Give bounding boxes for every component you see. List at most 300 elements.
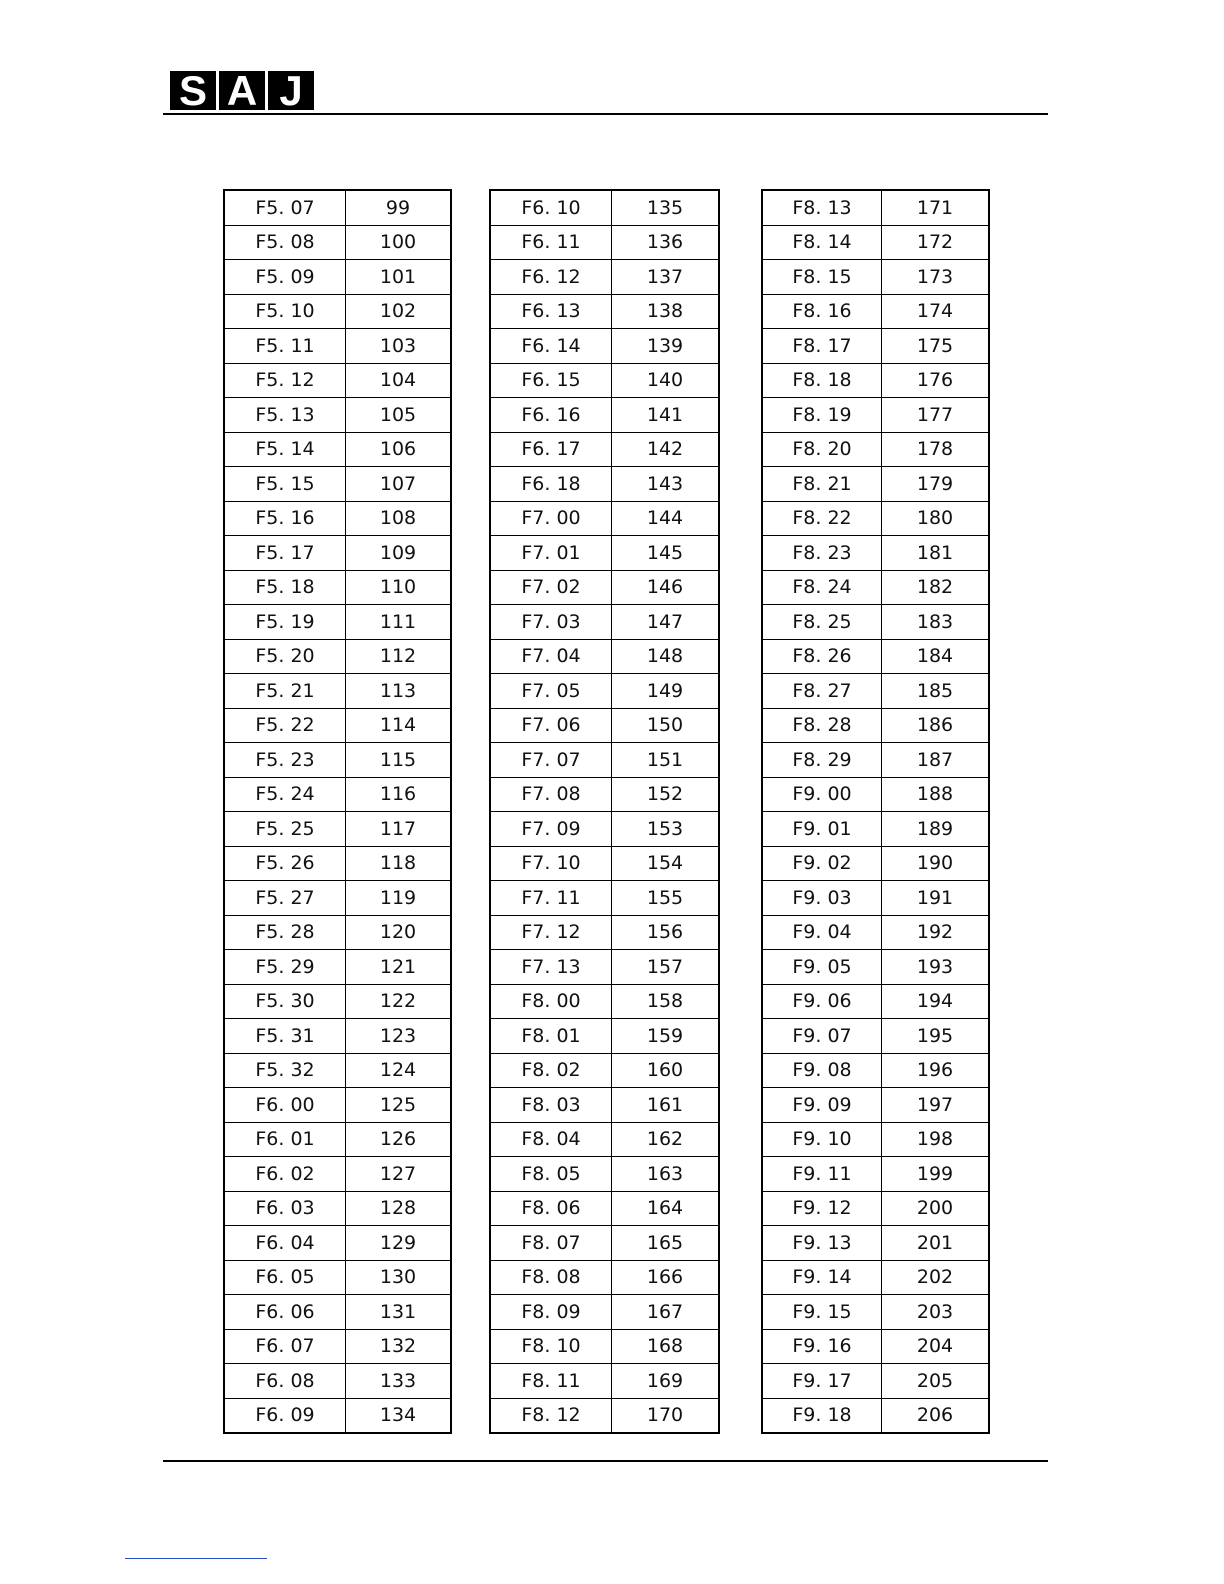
- parameter-number-cell: 115: [346, 743, 452, 778]
- parameter-code-cell: F8. 09: [490, 1295, 612, 1330]
- parameter-code-cell: F5. 27: [224, 881, 346, 916]
- parameter-code-cell: F8. 25: [762, 605, 882, 640]
- table-row: [490, 1398, 719, 1433]
- parameter-code-cell: F7. 04: [490, 639, 612, 674]
- parameter-code-cell: F6. 06: [224, 1295, 346, 1330]
- parameter-number-cell: 192: [882, 915, 990, 950]
- table-row: [762, 984, 989, 1019]
- parameter-number-cell: 118: [346, 846, 452, 881]
- table-row: [762, 1157, 989, 1192]
- parameter-code-cell: F6. 05: [224, 1260, 346, 1295]
- parameter-code-cell: F9. 06: [762, 984, 882, 1019]
- table-row: [762, 363, 989, 398]
- table-row: [762, 812, 989, 847]
- footer-divider: [163, 1460, 1048, 1462]
- table-row: [490, 639, 719, 674]
- table-row: [224, 190, 451, 225]
- parameter-code-cell: F5. 18: [224, 570, 346, 605]
- parameter-number-cell: 191: [882, 881, 990, 916]
- parameter-number-cell: 101: [346, 260, 452, 295]
- parameter-number-cell: 130: [346, 1260, 452, 1295]
- parameter-code-cell: F9. 04: [762, 915, 882, 950]
- parameter-number-cell: 125: [346, 1088, 452, 1123]
- parameter-code-cell: F5. 24: [224, 777, 346, 812]
- table-row: [224, 1122, 451, 1157]
- table-row: [224, 536, 451, 571]
- table-row: [490, 950, 719, 985]
- parameter-code-cell: F5. 07: [224, 190, 346, 225]
- parameter-code-cell: F6. 13: [490, 294, 612, 329]
- table-row: [762, 915, 989, 950]
- parameter-code-cell: F8. 11: [490, 1364, 612, 1399]
- parameter-code-cell: F7. 02: [490, 570, 612, 605]
- parameter-number-cell: 123: [346, 1019, 452, 1054]
- parameter-number-cell: 127: [346, 1157, 452, 1192]
- parameter-code-cell: F7. 01: [490, 536, 612, 571]
- parameter-number-cell: 204: [882, 1329, 990, 1364]
- parameter-number-cell: 172: [882, 225, 990, 260]
- parameter-number-cell: 114: [346, 708, 452, 743]
- table-row: [490, 1295, 719, 1330]
- table-row: [762, 1295, 989, 1330]
- parameter-code-cell: F5. 10: [224, 294, 346, 329]
- table-row: [224, 225, 451, 260]
- parameter-code-cell: F8. 07: [490, 1226, 612, 1261]
- table-row: [490, 570, 719, 605]
- table-row: [762, 1053, 989, 1088]
- parameter-number-cell: 154: [612, 846, 720, 881]
- parameter-code-cell: F9. 02: [762, 846, 882, 881]
- parameter-number-cell: 196: [882, 1053, 990, 1088]
- table-row: [224, 1226, 451, 1261]
- parameter-code-cell: F8. 05: [490, 1157, 612, 1192]
- parameter-number-cell: 128: [346, 1191, 452, 1226]
- table-row: [490, 501, 719, 536]
- parameter-number-cell: 155: [612, 881, 720, 916]
- table-row: [224, 1191, 451, 1226]
- parameter-number-cell: 168: [612, 1329, 720, 1364]
- parameter-code-cell: F9. 18: [762, 1398, 882, 1433]
- table-row: [490, 1088, 719, 1123]
- parameter-number-cell: 146: [612, 570, 720, 605]
- parameter-code-cell: F7. 11: [490, 881, 612, 916]
- parameter-code-cell: F8. 04: [490, 1122, 612, 1157]
- parameter-number-cell: 145: [612, 536, 720, 571]
- parameter-code-cell: F6. 01: [224, 1122, 346, 1157]
- table-row: [224, 1398, 451, 1433]
- table-row: [224, 1295, 451, 1330]
- parameter-code-cell: F5. 23: [224, 743, 346, 778]
- table-row: [224, 984, 451, 1019]
- table-row: [762, 536, 989, 571]
- parameter-code-cell: F8. 24: [762, 570, 882, 605]
- parameter-code-cell: F8. 21: [762, 467, 882, 502]
- parameter-code-cell: F7. 12: [490, 915, 612, 950]
- code-table-2: [489, 189, 720, 1434]
- parameter-code-cell: F8. 16: [762, 294, 882, 329]
- parameter-code-cell: F8. 15: [762, 260, 882, 295]
- parameter-code-cell: F6. 02: [224, 1157, 346, 1192]
- parameter-code-cell: F5. 19: [224, 605, 346, 640]
- table-row: [762, 260, 989, 295]
- table-row: [762, 294, 989, 329]
- table-row: [762, 570, 989, 605]
- table-row: [490, 1226, 719, 1261]
- table-row: [762, 605, 989, 640]
- logo-letter-j: J: [268, 71, 314, 110]
- parameter-code-cell: F5. 29: [224, 950, 346, 985]
- parameter-code-cell: F9. 13: [762, 1226, 882, 1261]
- parameter-number-cell: 190: [882, 846, 990, 881]
- parameter-number-cell: 199: [882, 1157, 990, 1192]
- parameter-number-cell: 164: [612, 1191, 720, 1226]
- parameter-number-cell: 193: [882, 950, 990, 985]
- parameter-number-cell: 108: [346, 501, 452, 536]
- parameter-code-cell: F8. 08: [490, 1260, 612, 1295]
- parameter-code-cell: F9. 11: [762, 1157, 882, 1192]
- table-row: [224, 846, 451, 881]
- table-row: [762, 1019, 989, 1054]
- parameter-number-cell: 100: [346, 225, 452, 260]
- parameter-number-cell: 189: [882, 812, 990, 847]
- parameter-number-cell: 135: [612, 190, 720, 225]
- footer-link-underline: [125, 1558, 267, 1559]
- table-row: [224, 950, 451, 985]
- parameter-code-cell: F6. 11: [490, 225, 612, 260]
- parameter-number-cell: 177: [882, 398, 990, 433]
- table-row: [224, 708, 451, 743]
- parameter-code-cell: F8. 13: [762, 190, 882, 225]
- parameter-code-cell: F8. 17: [762, 329, 882, 364]
- table-row: [762, 1088, 989, 1123]
- parameter-code-cell: F5. 20: [224, 639, 346, 674]
- table-row: [224, 915, 451, 950]
- parameter-code-cell: F7. 03: [490, 605, 612, 640]
- table-row: [490, 777, 719, 812]
- table-row: [762, 225, 989, 260]
- parameter-number-cell: 136: [612, 225, 720, 260]
- parameter-number-cell: 185: [882, 674, 990, 709]
- table-row: [490, 1157, 719, 1192]
- parameter-code-cell: F8. 01: [490, 1019, 612, 1054]
- parameter-code-cell: F8. 10: [490, 1329, 612, 1364]
- parameter-number-cell: 152: [612, 777, 720, 812]
- parameter-number-cell: 169: [612, 1364, 720, 1399]
- table-row: [490, 294, 719, 329]
- parameter-number-cell: 110: [346, 570, 452, 605]
- parameter-number-cell: 165: [612, 1226, 720, 1261]
- parameter-code-cell: F6. 18: [490, 467, 612, 502]
- parameter-code-cell: F8. 00: [490, 984, 612, 1019]
- parameter-code-cell: F8. 23: [762, 536, 882, 571]
- parameter-number-cell: 206: [882, 1398, 990, 1433]
- parameter-code-cell: F7. 08: [490, 777, 612, 812]
- parameter-code-cell: F8. 22: [762, 501, 882, 536]
- parameter-number-cell: 147: [612, 605, 720, 640]
- parameter-number-cell: 157: [612, 950, 720, 985]
- parameter-code-cell: F5. 15: [224, 467, 346, 502]
- table-row: [224, 639, 451, 674]
- table-row: [224, 1019, 451, 1054]
- parameter-code-cell: F8. 29: [762, 743, 882, 778]
- table-row: [490, 225, 719, 260]
- header-divider: [163, 113, 1048, 115]
- table-row: [490, 1053, 719, 1088]
- table-row: [224, 1364, 451, 1399]
- table-row: [762, 501, 989, 536]
- table-row: [490, 674, 719, 709]
- table-row: [224, 743, 451, 778]
- table-row: [224, 812, 451, 847]
- table-row: [224, 1053, 451, 1088]
- parameter-number-cell: 171: [882, 190, 990, 225]
- code-table-3: [761, 189, 990, 1434]
- parameter-code-cell: F8. 03: [490, 1088, 612, 1123]
- parameter-number-cell: 151: [612, 743, 720, 778]
- table-row: [490, 1364, 719, 1399]
- parameter-number-cell: 131: [346, 1295, 452, 1330]
- parameter-code-cell: F5. 09: [224, 260, 346, 295]
- parameter-code-cell: F9. 09: [762, 1088, 882, 1123]
- parameter-number-cell: 162: [612, 1122, 720, 1157]
- parameter-number-cell: 176: [882, 363, 990, 398]
- parameter-number-cell: 159: [612, 1019, 720, 1054]
- parameter-number-cell: 105: [346, 398, 452, 433]
- parameter-number-cell: 184: [882, 639, 990, 674]
- parameter-number-cell: 141: [612, 398, 720, 433]
- parameter-code-cell: F9. 12: [762, 1191, 882, 1226]
- parameter-number-cell: 195: [882, 1019, 990, 1054]
- table-row: [224, 363, 451, 398]
- parameter-code-cell: F9. 03: [762, 881, 882, 916]
- parameter-number-cell: 133: [346, 1364, 452, 1399]
- parameter-number-cell: 140: [612, 363, 720, 398]
- table-row: [490, 1019, 719, 1054]
- parameter-code-cell: F5. 13: [224, 398, 346, 433]
- parameter-number-cell: 142: [612, 432, 720, 467]
- parameter-code-cell: F6. 04: [224, 1226, 346, 1261]
- table-row: [762, 1260, 989, 1295]
- parameter-code-cell: F8. 20: [762, 432, 882, 467]
- parameter-number-cell: 170: [612, 1398, 720, 1433]
- table-row: [762, 1226, 989, 1261]
- parameter-number-cell: 102: [346, 294, 452, 329]
- parameter-code-cell: F9. 17: [762, 1364, 882, 1399]
- table-row: [224, 501, 451, 536]
- parameter-number-cell: 132: [346, 1329, 452, 1364]
- parameter-number-cell: 183: [882, 605, 990, 640]
- parameter-number-cell: 167: [612, 1295, 720, 1330]
- parameter-code-cell: F8. 02: [490, 1053, 612, 1088]
- table-row: [224, 260, 451, 295]
- parameter-number-cell: 149: [612, 674, 720, 709]
- parameter-code-cell: F5. 31: [224, 1019, 346, 1054]
- parameter-number-cell: 175: [882, 329, 990, 364]
- parameter-code-cell: F8. 28: [762, 708, 882, 743]
- table-row: [490, 846, 719, 881]
- table-row: [490, 605, 719, 640]
- parameter-number-cell: 197: [882, 1088, 990, 1123]
- parameter-code-cell: F6. 03: [224, 1191, 346, 1226]
- table-row: [490, 1329, 719, 1364]
- table-row: [490, 1260, 719, 1295]
- parameter-number-cell: 129: [346, 1226, 452, 1261]
- parameter-code-cell: F5. 26: [224, 846, 346, 881]
- parameter-number-cell: 161: [612, 1088, 720, 1123]
- table-row: [762, 1122, 989, 1157]
- parameter-number-cell: 148: [612, 639, 720, 674]
- table-row: [224, 432, 451, 467]
- table-row: [762, 329, 989, 364]
- parameter-number-cell: 187: [882, 743, 990, 778]
- table-row: [224, 881, 451, 916]
- parameter-number-cell: 121: [346, 950, 452, 985]
- code-table-1: [223, 189, 452, 1434]
- table-row: [490, 1122, 719, 1157]
- table-row: [490, 363, 719, 398]
- parameter-number-cell: 160: [612, 1053, 720, 1088]
- parameter-code-cell: F9. 08: [762, 1053, 882, 1088]
- table-row: [490, 915, 719, 950]
- table-row: [762, 398, 989, 433]
- logo-letter-a: A: [219, 71, 265, 110]
- table-row: [762, 950, 989, 985]
- parameter-number-cell: 116: [346, 777, 452, 812]
- table-row: [224, 570, 451, 605]
- table-row: [490, 260, 719, 295]
- parameter-number-cell: 186: [882, 708, 990, 743]
- table-row: [762, 846, 989, 881]
- parameter-code-cell: F8. 26: [762, 639, 882, 674]
- parameter-code-cell: F9. 00: [762, 777, 882, 812]
- parameter-code-cell: F6. 12: [490, 260, 612, 295]
- table-row: [762, 467, 989, 502]
- table-row: [762, 881, 989, 916]
- parameter-code-cell: F9. 14: [762, 1260, 882, 1295]
- table-row: [762, 1398, 989, 1433]
- parameter-number-cell: 126: [346, 1122, 452, 1157]
- parameter-number-cell: 143: [612, 467, 720, 502]
- table-row: [762, 432, 989, 467]
- parameter-code-cell: F7. 07: [490, 743, 612, 778]
- parameter-number-cell: 103: [346, 329, 452, 364]
- brand-logo: [170, 71, 314, 110]
- parameter-number-cell: 144: [612, 501, 720, 536]
- parameter-code-cell: F6. 15: [490, 363, 612, 398]
- table-row: [224, 674, 451, 709]
- parameter-code-cell: F7. 09: [490, 812, 612, 847]
- parameter-number-cell: 134: [346, 1398, 452, 1433]
- parameter-number-cell: 198: [882, 1122, 990, 1157]
- parameter-code-cell: F6. 17: [490, 432, 612, 467]
- parameter-code-cell: F7. 05: [490, 674, 612, 709]
- parameter-code-cell: F9. 01: [762, 812, 882, 847]
- parameter-code-cell: F6. 08: [224, 1364, 346, 1399]
- parameter-number-cell: 117: [346, 812, 452, 847]
- parameter-code-cell: F8. 18: [762, 363, 882, 398]
- parameter-number-cell: 107: [346, 467, 452, 502]
- parameter-number-cell: 163: [612, 1157, 720, 1192]
- parameter-number-cell: 139: [612, 329, 720, 364]
- parameter-code-cell: F5. 28: [224, 915, 346, 950]
- table-row: [490, 708, 719, 743]
- table-row: [762, 1191, 989, 1226]
- parameter-number-cell: 137: [612, 260, 720, 295]
- parameter-code-cell: F5. 11: [224, 329, 346, 364]
- parameter-number-cell: 104: [346, 363, 452, 398]
- parameter-number-cell: 120: [346, 915, 452, 950]
- parameter-number-cell: 174: [882, 294, 990, 329]
- parameter-number-cell: 112: [346, 639, 452, 674]
- parameter-number-cell: 178: [882, 432, 990, 467]
- parameter-code-cell: F5. 17: [224, 536, 346, 571]
- parameter-number-cell: 202: [882, 1260, 990, 1295]
- table-row: [490, 467, 719, 502]
- table-row: [490, 432, 719, 467]
- parameter-code-cell: F8. 14: [762, 225, 882, 260]
- parameter-number-cell: 194: [882, 984, 990, 1019]
- table-row: [224, 777, 451, 812]
- parameter-code-cell: F5. 32: [224, 1053, 346, 1088]
- parameter-code-cell: F8. 06: [490, 1191, 612, 1226]
- parameter-number-cell: 99: [346, 190, 452, 225]
- parameter-code-cell: F5. 08: [224, 225, 346, 260]
- parameter-code-cell: F6. 10: [490, 190, 612, 225]
- parameter-code-cell: F7. 13: [490, 950, 612, 985]
- table-row: [224, 1260, 451, 1295]
- table-row: [762, 743, 989, 778]
- parameter-code-cell: F9. 16: [762, 1329, 882, 1364]
- parameter-number-cell: 205: [882, 1364, 990, 1399]
- parameter-number-cell: 182: [882, 570, 990, 605]
- parameter-code-cell: F5. 25: [224, 812, 346, 847]
- parameter-code-cell: F5. 21: [224, 674, 346, 709]
- table-row: [762, 190, 989, 225]
- table-row: [224, 329, 451, 364]
- parameter-number-cell: 124: [346, 1053, 452, 1088]
- parameter-number-cell: 122: [346, 984, 452, 1019]
- parameter-code-cell: F5. 22: [224, 708, 346, 743]
- table-row: [224, 467, 451, 502]
- parameter-number-cell: 188: [882, 777, 990, 812]
- parameter-number-cell: 201: [882, 1226, 990, 1261]
- parameter-code-cell: F6. 16: [490, 398, 612, 433]
- table-row: [762, 1364, 989, 1399]
- table-row: [490, 1191, 719, 1226]
- parameter-number-cell: 203: [882, 1295, 990, 1330]
- parameter-number-cell: 150: [612, 708, 720, 743]
- parameter-number-cell: 181: [882, 536, 990, 571]
- parameter-number-cell: 113: [346, 674, 452, 709]
- table-row: [224, 605, 451, 640]
- parameter-number-cell: 158: [612, 984, 720, 1019]
- parameter-number-cell: 166: [612, 1260, 720, 1295]
- parameter-code-cell: F9. 07: [762, 1019, 882, 1054]
- parameter-code-cell: F9. 15: [762, 1295, 882, 1330]
- parameter-code-cell: F6. 14: [490, 329, 612, 364]
- table-row: [224, 1329, 451, 1364]
- table-row: [762, 674, 989, 709]
- parameter-code-cell: F8. 27: [762, 674, 882, 709]
- parameter-number-cell: 200: [882, 1191, 990, 1226]
- table-row: [490, 190, 719, 225]
- table-row: [762, 639, 989, 674]
- parameter-number-cell: 119: [346, 881, 452, 916]
- parameter-number-cell: 111: [346, 605, 452, 640]
- parameter-code-cell: F6. 09: [224, 1398, 346, 1433]
- parameter-number-cell: 180: [882, 501, 990, 536]
- table-row: [762, 708, 989, 743]
